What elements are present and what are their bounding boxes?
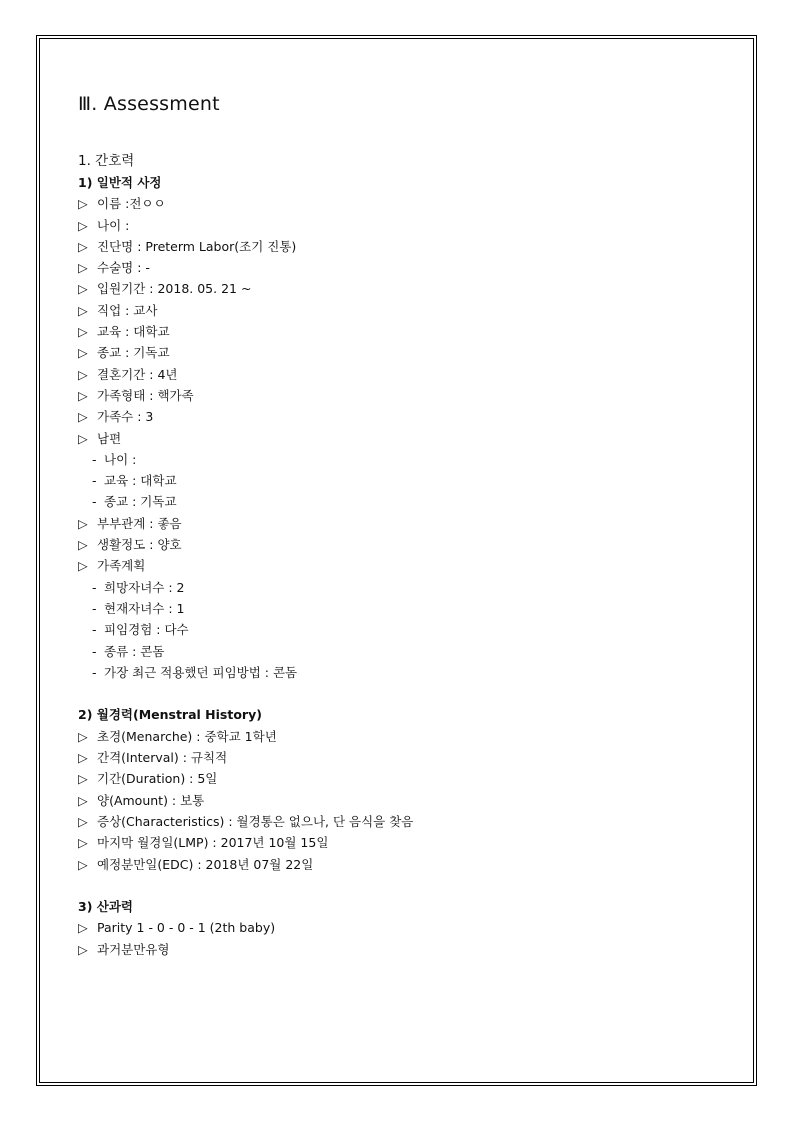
bullet-text: 기간(Duration) : 5일 (97, 771, 218, 787)
bullet-text: 생활정도 : 양호 (97, 537, 182, 553)
bullet-text: 진단명 : Preterm Labor(조기 진통) (97, 238, 297, 254)
bullet-marker: ▷ (78, 835, 88, 851)
bullet-item (78, 790, 718, 811)
bullet-text: 직업 : 교사 (97, 302, 158, 318)
subsection-heading-obstetric: 3) 산과력 (78, 899, 133, 915)
bullet-marker: ▷ (78, 728, 88, 744)
sub-item-text: 희망자녀수 : 2 (104, 579, 185, 595)
bullet-marker: ▷ (78, 366, 88, 382)
bullet-item (78, 939, 718, 960)
bullet-item (78, 278, 718, 299)
sub-item (78, 662, 718, 683)
bullet-marker: ▷ (78, 217, 88, 233)
sub-item-text: 가장 최근 적용했던 피임방법 : 콘돔 (104, 664, 298, 680)
sub-item-text: 피임경험 : 다수 (104, 622, 189, 638)
bullet-text: Parity 1 - 0 - 0 - 1 (2th baby) (97, 920, 276, 936)
bullet-text: 예정분만일(EDC) : 2018년 07월 22일 (97, 856, 314, 872)
sub-item (78, 619, 718, 640)
menstrual-history-list (78, 726, 718, 875)
bullet-item (78, 534, 718, 555)
bullet-item (78, 917, 718, 938)
bullet-text: 가족수 : 3 (97, 409, 154, 425)
bullet-marker: ▷ (78, 387, 88, 403)
bullet-text: 양(Amount) : 보통 (97, 792, 205, 808)
bullet-item (78, 406, 718, 427)
sub-item (78, 449, 718, 470)
bullet-marker: ▷ (78, 813, 88, 829)
bullet-item (78, 193, 718, 214)
bullet-text: 나이 : (97, 217, 130, 233)
bullet-marker: ▷ (78, 771, 88, 787)
bullet-text: 이름 :전ㅇㅇ (97, 196, 166, 212)
obstetric-history-list (78, 917, 718, 960)
bullet-text: 종교 : 기독교 (97, 345, 170, 361)
dash-marker: - (92, 643, 97, 659)
dash-marker: - (92, 494, 97, 510)
bullet-item (78, 768, 718, 789)
bullet-marker: ▷ (78, 345, 88, 361)
bullet-text: 입원기간 : 2018. 05. 21 ~ (97, 281, 252, 297)
section-heading-nursing-history: 1. 간호력 (78, 153, 135, 169)
bullet-marker: ▷ (78, 302, 88, 318)
dash-marker: - (92, 600, 97, 616)
sub-item-text: 나이 : (104, 451, 137, 467)
dash-marker: - (92, 622, 97, 638)
bullet-item (78, 364, 718, 385)
bullet-marker: ▷ (78, 430, 88, 446)
bullet-item (78, 236, 718, 257)
sub-item (78, 641, 718, 662)
bullet-text: 부부관계 : 좋음 (97, 515, 182, 531)
document-body (78, 90, 718, 960)
bullet-item (78, 811, 718, 832)
sub-item-text: 현재자녀수 : 1 (104, 600, 185, 616)
bullet-item (78, 342, 718, 363)
bullet-item (78, 555, 718, 576)
bullet-item (78, 513, 718, 534)
sub-item-text: 종교 : 기독교 (104, 494, 177, 510)
bullet-text: 교육 : 대학교 (97, 324, 170, 340)
bullet-item (78, 257, 718, 278)
dash-marker: - (92, 451, 97, 467)
subsection-heading-general: 1) 일반적 사정 (78, 175, 162, 190)
bullet-text: 과거분만유형 (97, 941, 170, 957)
general-assessment-list (78, 193, 718, 683)
bullet-text: 결혼기간 : 4년 (97, 366, 178, 382)
bullet-marker: ▷ (78, 750, 88, 766)
bullet-text: 마지막 월경일(LMP) : 2017년 10월 15일 (97, 835, 329, 851)
bullet-text: 증상(Characteristics) : 월경통은 없으나, 단 음식을 찾음 (97, 813, 414, 829)
bullet-marker: ▷ (78, 281, 88, 297)
bullet-item (78, 726, 718, 747)
bullet-item (78, 854, 718, 875)
bullet-marker: ▷ (78, 856, 88, 872)
bullet-item (78, 300, 718, 321)
bullet-text: 가족형태 : 핵가족 (97, 387, 194, 403)
bullet-item (78, 428, 718, 449)
bullet-marker: ▷ (78, 196, 88, 212)
bullet-text: 간격(Interval) : 규칙적 (97, 750, 228, 766)
sub-item (78, 577, 718, 598)
sub-item (78, 470, 718, 491)
bullet-marker: ▷ (78, 324, 88, 340)
bullet-marker: ▷ (78, 409, 88, 425)
bullet-marker: ▷ (78, 558, 88, 574)
bullet-marker: ▷ (78, 792, 88, 808)
bullet-marker: ▷ (78, 941, 88, 957)
bullet-text: 초경(Menarche) : 중학교 1학년 (97, 728, 277, 744)
bullet-item (78, 385, 718, 406)
bullet-text: 가족계획 (97, 558, 146, 574)
bullet-marker: ▷ (78, 238, 88, 254)
bullet-text: 남편 (97, 430, 122, 446)
dash-marker: - (92, 473, 97, 489)
bullet-marker: ▷ (78, 920, 88, 936)
sub-item (78, 491, 718, 512)
dash-marker: - (92, 664, 97, 680)
sub-item (78, 598, 718, 619)
bullet-marker: ▷ (78, 515, 88, 531)
bullet-marker: ▷ (78, 260, 88, 276)
bullet-text: 수술명 : - (97, 260, 150, 276)
bullet-item (78, 747, 718, 768)
sub-item-text: 교육 : 대학교 (104, 473, 177, 489)
subsection-heading-menstrual: 2) 월경력(Menstral History) (78, 707, 262, 723)
bullet-item (78, 321, 718, 342)
page-title: Ⅲ. Assessment (78, 93, 220, 115)
bullet-marker: ▷ (78, 537, 88, 553)
dash-marker: - (92, 579, 97, 595)
bullet-item (78, 832, 718, 853)
bullet-item (78, 215, 718, 236)
sub-item-text: 종류 : 콘돔 (104, 643, 165, 659)
